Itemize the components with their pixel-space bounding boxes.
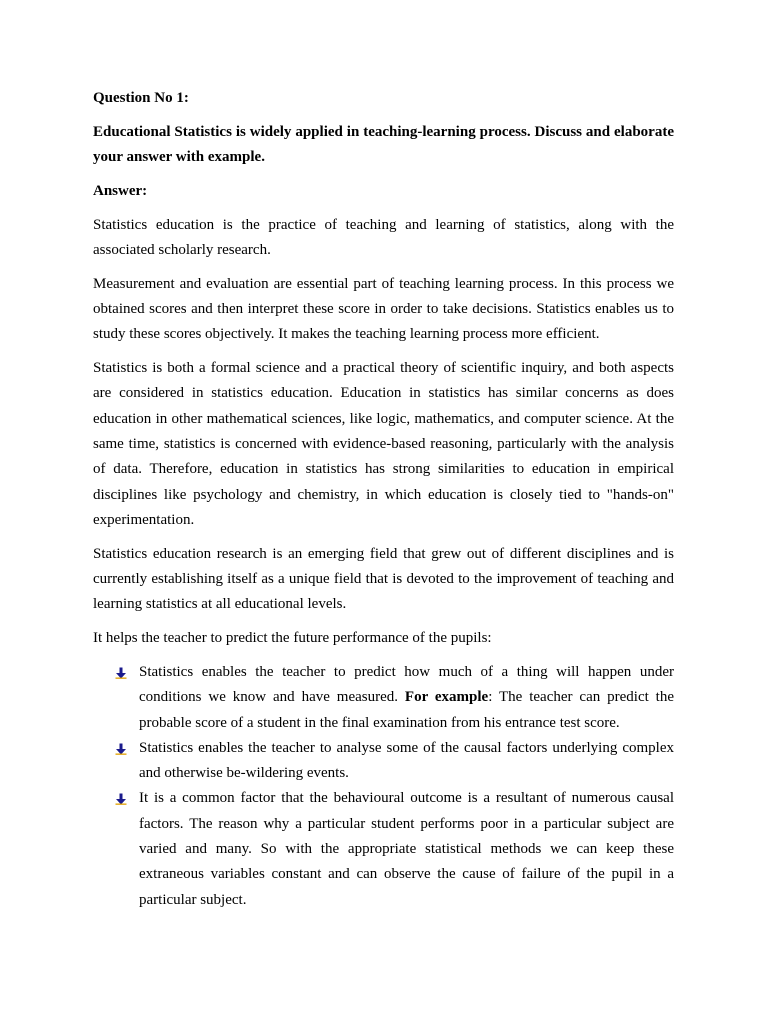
list-item — [139, 660, 674, 736]
document-page — [93, 86, 674, 913]
arrow-down-bullet-icon — [115, 667, 127, 679]
question-text: Educational Statistics is widely applied in teaching-learning process. Discuss and elaborate your answer with example. — [93, 123, 674, 166]
bullet-bold-text: For example — [404, 689, 489, 706]
paragraph: Measurement and evaluation are essential part of teaching learning process. In this process we obtained scores and then interpret these score in order to take decisions. Statistics enables us to study these scores objectively. It makes the teaching learning process more efficient. — [93, 275, 674, 343]
answer-heading: Answer: — [93, 182, 148, 199]
arrow-down-bullet-icon — [115, 743, 127, 755]
arrow-down-bullet-icon — [115, 793, 127, 805]
bullet-text: : The teacher can predict the probable score of a student in the final examination from his entrance test score. — [139, 689, 674, 731]
bullet-text: It is a common factor that the behavioural outcome is a resultant of numerous causal factors. The reason why a particular student performs poor in a particular subject are varied and many. So with the appropriate statistical methods we can keep these extraneous variables constant and can observe the cause of failure of the pupil in a particular subject. — [139, 790, 674, 908]
list-item — [139, 786, 674, 912]
paragraph: Statistics education research is an emerging field that grew out of different disciplines and is currently establishing itself as a unique field that is devoted to the improvement of teaching and learning statistics at all educational levels. — [93, 545, 674, 613]
bullet-text: Statistics enables the teacher to predict how much of a thing will happen under conditions we know and have measured. — [139, 663, 674, 706]
paragraph: It helps the teacher to predict the future performance of the pupils: — [93, 630, 492, 647]
bullet-text: Statistics enables the teacher to analyse some of the causal factors underlying complex and otherwise be-wildering events. — [139, 739, 674, 782]
paragraph: Statistics education is the practice of teaching and learning of statistics, along with the associated scholarly research. — [93, 216, 674, 258]
paragraph: Statistics is both a formal science and a practical theory of scientific inquiry, and both aspects are considered in statistics education. Education in statistics has similar concerns as does education in other mathematical sciences, like logic, mathematics, and computer science. At the same time, statistics is concerned with evidence-based reasoning, particularly with the analysis of data. Therefore, education in statistics has strong similarities to education in empirical disciplines like psychology and chemistry, in which education is closely tied to "hands-on" experimentation. — [93, 360, 674, 528]
list-item — [139, 736, 674, 787]
question-heading: Question No 1: — [93, 90, 189, 106]
bullet-list — [93, 660, 674, 913]
